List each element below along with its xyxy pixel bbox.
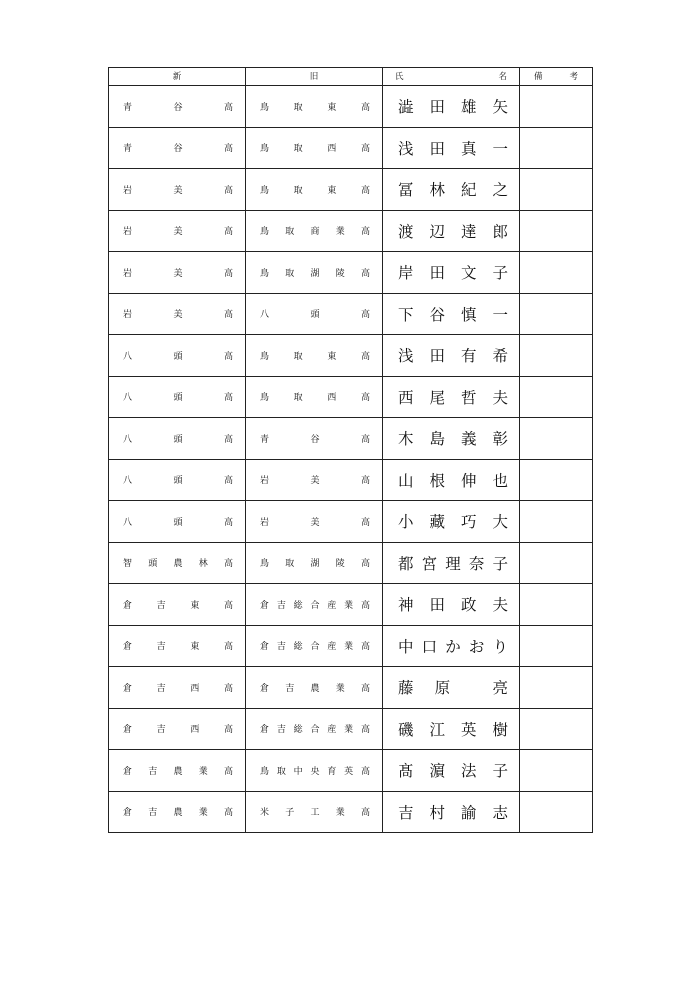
old-school-text: 鳥 取 中 央 育 英 高 bbox=[260, 766, 370, 777]
note-cell bbox=[520, 293, 593, 335]
new-school-cell bbox=[109, 210, 246, 252]
person-name-text: 山 根 伸 也 bbox=[398, 471, 508, 490]
person-name-text: 神 田 政 夫 bbox=[398, 596, 508, 615]
old-school-text: 鳥 取 東 高 bbox=[260, 102, 370, 113]
person-name-cell bbox=[383, 459, 520, 501]
header-name-right: 名 bbox=[498, 71, 507, 82]
person-name-cell bbox=[383, 791, 520, 833]
person-name-text: 浅 田 真 一 bbox=[398, 139, 508, 158]
note-cell bbox=[520, 542, 593, 584]
person-name-cell bbox=[383, 252, 520, 294]
person-name-cell bbox=[383, 418, 520, 460]
note-cell bbox=[520, 252, 593, 294]
new-school-text: 智 頭 農 林 高 bbox=[123, 559, 233, 570]
old-school-cell bbox=[246, 169, 383, 211]
person-name-cell bbox=[383, 625, 520, 667]
new-school-text: 倉 吉 農 業 高 bbox=[123, 808, 233, 819]
transfer-table bbox=[108, 67, 593, 833]
table-row bbox=[109, 376, 593, 418]
person-name-cell bbox=[383, 169, 520, 211]
old-school-text: 米 子 工 業 高 bbox=[260, 808, 370, 819]
table-row bbox=[109, 293, 593, 335]
old-school-cell bbox=[246, 459, 383, 501]
new-school-cell bbox=[109, 542, 246, 584]
header-name bbox=[383, 68, 520, 86]
old-school-text: 岩 美 高 bbox=[260, 517, 370, 528]
old-school-text: 倉 吉 総 合 産 業 高 bbox=[260, 725, 370, 736]
new-school-cell bbox=[109, 791, 246, 833]
note-cell bbox=[520, 791, 593, 833]
person-name-cell bbox=[383, 293, 520, 335]
old-school-cell bbox=[246, 252, 383, 294]
old-school-cell bbox=[246, 127, 383, 169]
header-note-right: 考 bbox=[569, 71, 578, 82]
old-school-text: 鳥 取 湖 陵 高 bbox=[260, 268, 370, 279]
person-name-cell bbox=[383, 542, 520, 584]
person-name-text: 渡 辺 達 郎 bbox=[398, 222, 508, 241]
note-cell bbox=[520, 459, 593, 501]
person-name-cell bbox=[383, 501, 520, 543]
note-cell bbox=[520, 584, 593, 626]
new-school-cell bbox=[109, 335, 246, 377]
table-row bbox=[109, 625, 593, 667]
table-row bbox=[109, 791, 593, 833]
table-row bbox=[109, 127, 593, 169]
person-name-text: 西 尾 哲 夫 bbox=[398, 388, 508, 407]
new-school-cell bbox=[109, 127, 246, 169]
new-school-text: 岩 美 高 bbox=[123, 185, 233, 196]
header-old bbox=[246, 68, 383, 86]
new-school-cell bbox=[109, 625, 246, 667]
new-school-cell bbox=[109, 708, 246, 750]
person-name-cell bbox=[383, 376, 520, 418]
new-school-cell bbox=[109, 418, 246, 460]
old-school-cell bbox=[246, 501, 383, 543]
new-school-text: 八 頭 高 bbox=[123, 517, 233, 528]
new-school-text: 八 頭 高 bbox=[123, 476, 233, 487]
new-school-text: 岩 美 高 bbox=[123, 268, 233, 279]
header-old-label: 旧 bbox=[309, 71, 319, 82]
new-school-cell bbox=[109, 86, 246, 128]
old-school-cell bbox=[246, 667, 383, 709]
note-cell bbox=[520, 418, 593, 460]
old-school-text: 八 頭 高 bbox=[260, 310, 370, 321]
table-row bbox=[109, 750, 593, 792]
person-name-text: 下 谷 慎 一 bbox=[398, 305, 508, 324]
person-name-text: 岸 田 文 子 bbox=[398, 264, 508, 283]
new-school-cell bbox=[109, 169, 246, 211]
new-school-cell bbox=[109, 252, 246, 294]
header-new-label: 新 bbox=[172, 71, 182, 82]
new-school-text: 八 頭 高 bbox=[123, 434, 233, 445]
old-school-text: 鳥 取 湖 陵 高 bbox=[260, 559, 370, 570]
person-name-text: 中 口 か お り bbox=[398, 637, 508, 656]
note-cell bbox=[520, 210, 593, 252]
person-name-text: 澁 田 雄 矢 bbox=[398, 98, 508, 117]
person-name-cell bbox=[383, 86, 520, 128]
table-row bbox=[109, 86, 593, 128]
person-name-text: 小 藏 巧 大 bbox=[398, 513, 508, 532]
transfer-table-page bbox=[108, 67, 592, 833]
new-school-text: 岩 美 高 bbox=[123, 227, 233, 238]
old-school-cell bbox=[246, 293, 383, 335]
new-school-text: 倉 吉 農 業 高 bbox=[123, 766, 233, 777]
note-cell bbox=[520, 86, 593, 128]
old-school-text: 岩 美 高 bbox=[260, 476, 370, 487]
new-school-text: 青 谷 高 bbox=[123, 144, 233, 155]
old-school-cell bbox=[246, 210, 383, 252]
header-name-left: 氏 bbox=[395, 71, 404, 82]
person-name-cell bbox=[383, 584, 520, 626]
person-name-text: 冨 林 紀 之 bbox=[398, 181, 508, 200]
table-row bbox=[109, 335, 593, 377]
old-school-text: 鳥 取 東 高 bbox=[260, 185, 370, 196]
person-name-cell bbox=[383, 667, 520, 709]
new-school-cell bbox=[109, 293, 246, 335]
table-row bbox=[109, 210, 593, 252]
old-school-text: 鳥 取 西 高 bbox=[260, 144, 370, 155]
table-row bbox=[109, 667, 593, 709]
note-cell bbox=[520, 169, 593, 211]
old-school-cell bbox=[246, 708, 383, 750]
person-name-text: 磯 江 英 樹 bbox=[398, 720, 508, 739]
note-cell bbox=[520, 335, 593, 377]
table-row bbox=[109, 584, 593, 626]
note-cell bbox=[520, 127, 593, 169]
person-name-text: 髙 濵 法 子 bbox=[398, 762, 508, 781]
old-school-text: 青 谷 高 bbox=[260, 434, 370, 445]
old-school-cell bbox=[246, 376, 383, 418]
person-name-cell bbox=[383, 708, 520, 750]
header-note bbox=[520, 68, 593, 86]
new-school-cell bbox=[109, 750, 246, 792]
new-school-text: 八 頭 高 bbox=[123, 351, 233, 362]
table-row bbox=[109, 418, 593, 460]
header-new bbox=[109, 68, 246, 86]
person-name-text: 都 宮 理 奈 子 bbox=[398, 554, 508, 573]
table-row bbox=[109, 542, 593, 584]
new-school-cell bbox=[109, 459, 246, 501]
new-school-text: 倉 吉 西 高 bbox=[123, 683, 233, 694]
old-school-text: 倉 吉 総 合 産 業 高 bbox=[260, 642, 370, 653]
person-name-text: 浅 田 有 希 bbox=[398, 347, 508, 366]
old-school-text: 鳥 取 西 高 bbox=[260, 393, 370, 404]
old-school-text: 鳥 取 商 業 高 bbox=[260, 227, 370, 238]
new-school-cell bbox=[109, 584, 246, 626]
note-cell bbox=[520, 376, 593, 418]
table-row bbox=[109, 708, 593, 750]
note-cell bbox=[520, 750, 593, 792]
old-school-text: 倉 吉 総 合 産 業 高 bbox=[260, 600, 370, 611]
new-school-cell bbox=[109, 667, 246, 709]
old-school-text: 倉 吉 農 業 高 bbox=[260, 683, 370, 694]
note-cell bbox=[520, 625, 593, 667]
table-row bbox=[109, 252, 593, 294]
header-note-left: 備 bbox=[534, 71, 543, 82]
note-cell bbox=[520, 667, 593, 709]
person-name-text: 吉 村 諭 志 bbox=[398, 803, 508, 822]
person-name-cell bbox=[383, 335, 520, 377]
old-school-cell bbox=[246, 584, 383, 626]
person-name-cell bbox=[383, 750, 520, 792]
table-row bbox=[109, 501, 593, 543]
old-school-cell bbox=[246, 335, 383, 377]
person-name-cell bbox=[383, 127, 520, 169]
old-school-cell bbox=[246, 86, 383, 128]
table-row bbox=[109, 169, 593, 211]
person-name-text: 藤 原 亮 bbox=[398, 679, 508, 698]
old-school-cell bbox=[246, 625, 383, 667]
note-cell bbox=[520, 708, 593, 750]
new-school-text: 八 頭 高 bbox=[123, 393, 233, 404]
note-cell bbox=[520, 501, 593, 543]
table-row bbox=[109, 459, 593, 501]
new-school-text: 青 谷 高 bbox=[123, 102, 233, 113]
header-row bbox=[109, 68, 593, 86]
new-school-text: 岩 美 高 bbox=[123, 310, 233, 321]
new-school-cell bbox=[109, 501, 246, 543]
new-school-text: 倉 吉 東 高 bbox=[123, 600, 233, 611]
old-school-cell bbox=[246, 791, 383, 833]
person-name-cell bbox=[383, 210, 520, 252]
old-school-cell bbox=[246, 418, 383, 460]
new-school-text: 倉 吉 西 高 bbox=[123, 725, 233, 736]
new-school-cell bbox=[109, 376, 246, 418]
person-name-text: 木 島 義 彰 bbox=[398, 430, 508, 449]
old-school-text: 鳥 取 東 高 bbox=[260, 351, 370, 362]
old-school-cell bbox=[246, 750, 383, 792]
old-school-cell bbox=[246, 542, 383, 584]
new-school-text: 倉 吉 東 高 bbox=[123, 642, 233, 653]
